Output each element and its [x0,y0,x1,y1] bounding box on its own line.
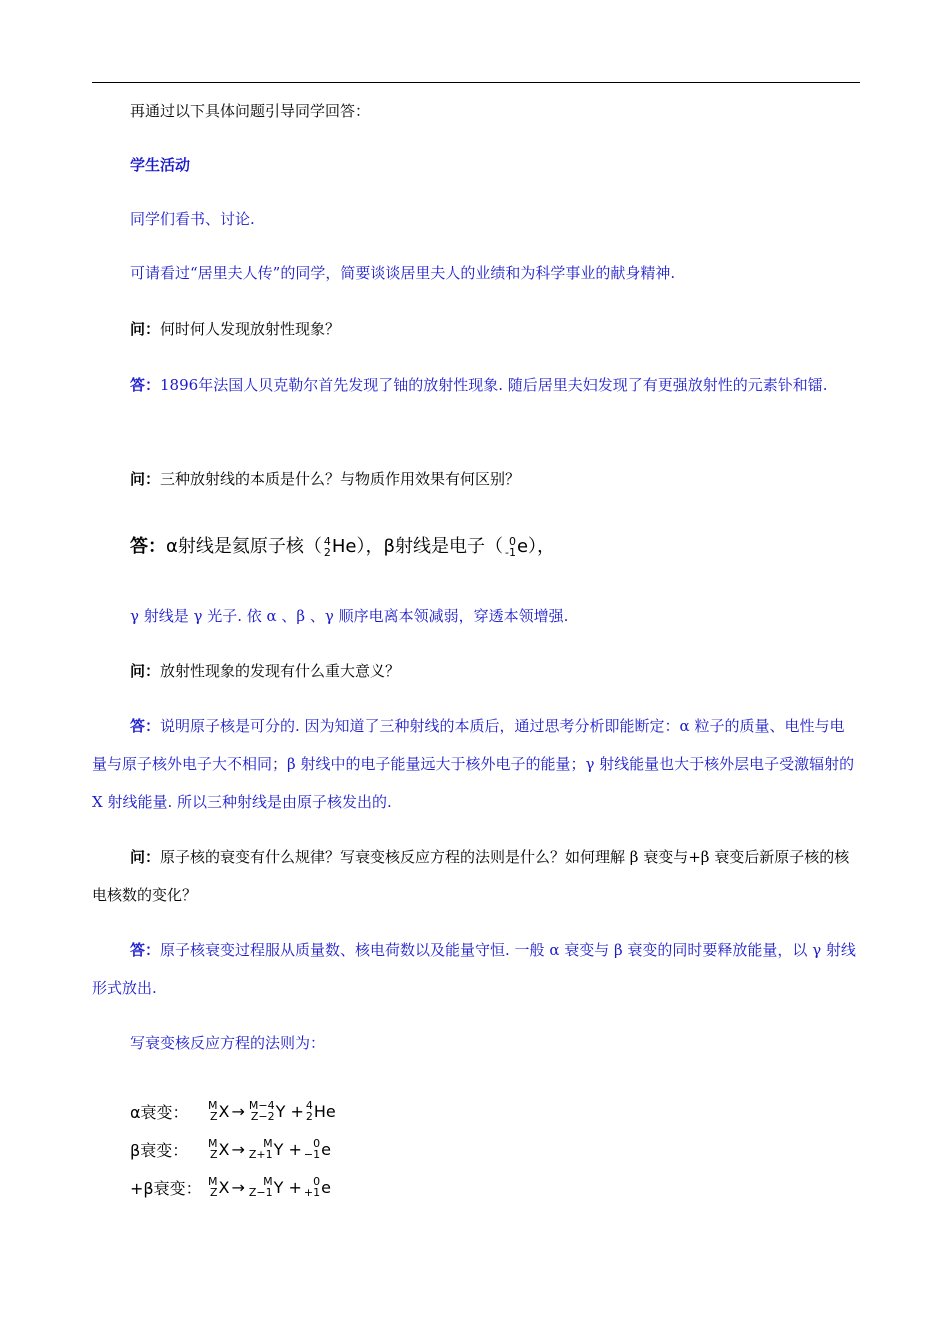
question-4: 问：原子核的衰变有什么规律？写衰变核反应方程的法则是什么？如何理解 β 衰变与+β 衰变后新原子核的核电核数的变化？ [92,848,850,904]
rule-intro: 写衰变核反应方程的法则为： [130,1034,326,1052]
answer-3: 答：说明原子核是可分的. 因为知道了三种射线的本质后，通过思考分析即能断定：α 粒子的质量、电性与电量与原子核外电子大不相同；β 射线中的电子能量远大于核外电子的能量；γ 射线能量也大于核外层电子受激辐射的 X 射线能量. 所以三种射线是由原子核发出的. [92,717,855,811]
decay-equations [130,1092,336,1206]
beta-decay-equation: β衰变： M Z X → M Z+1 Y + 0 −1 e [130,1137,331,1161]
answer-2-formula: 答：α射线是氦原子核（ 4 2 He），β射线是电子（ 0 -1 e）， [130,535,556,559]
intro-text: 再通过以下具体问题引导同学回答： [130,102,371,120]
curie-text: 可请看过“居里夫人传”的同学，简要谈谈居里夫人的业绩和为科学事业的献身精神. [130,264,676,282]
answer-4: 答：原子核衰变过程服从质量数、核电荷数以及能量守恒. 一般 α 衰变与 β 衰变的同时要释放能量，以 γ 射线形式放出. [92,941,856,997]
answer-2: γ 射线是 γ 光子. 依 α 、β 、γ 顺序电离本领减弱，穿透本领增强. [130,607,569,625]
question-2: 问：三种放射线的本质是什么？与物质作用效果有何区别？ [130,470,521,488]
answer-1: 答：1896年法国人贝克勒尔首先发现了铀的放射性现象. 随后居里夫妇发现了有更强放射性的元素钋和镭. [130,376,828,394]
discuss-text: 同学们看书、讨论. [130,210,255,228]
alpha-decay-equation: α衰变： M Z X → M−4 Z−2 Y + 4 2 He [130,1099,336,1123]
positron-decay-equation: +β衰变： M Z X → M Z−1 Y + 0 +1 e [130,1175,331,1199]
answer-label: 答： [130,536,166,557]
question-1: 问：何时何人发现放射性现象？ [130,320,341,338]
question-3: 问：放射性现象的发现有什么重大意义？ [130,662,401,680]
header-rule [92,82,860,83]
activity-heading: 学生活动 [130,156,191,174]
